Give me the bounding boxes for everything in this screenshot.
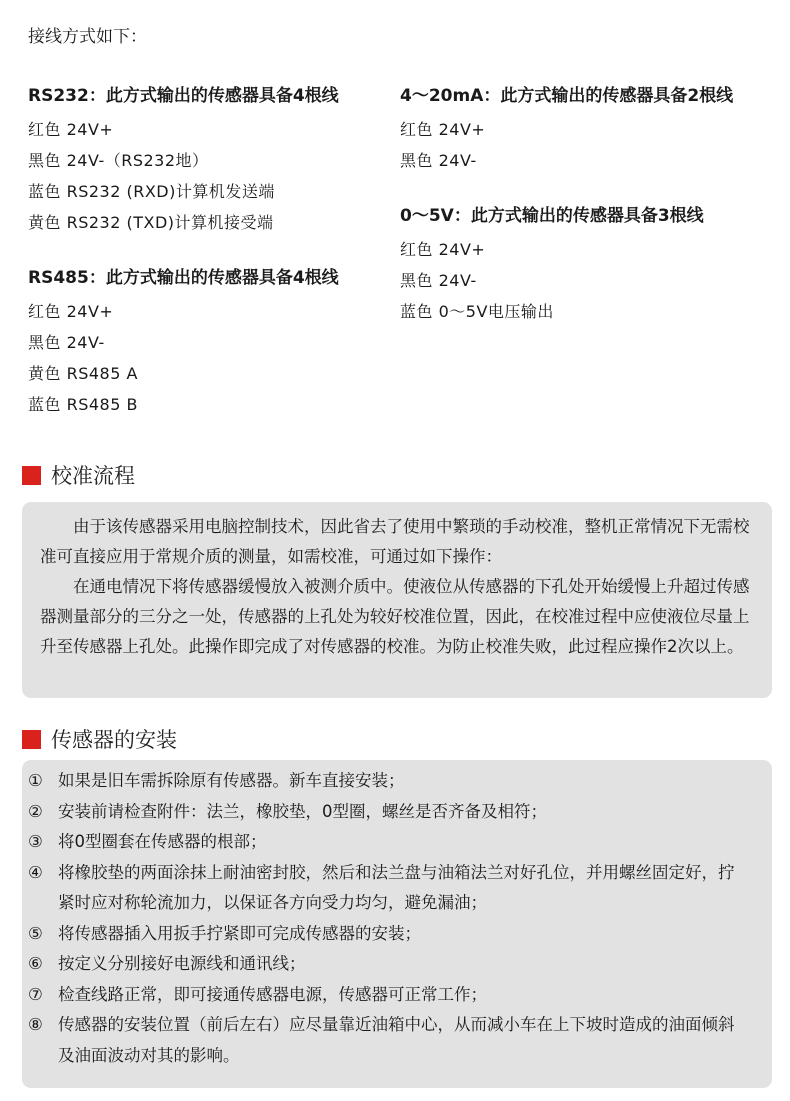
installation-heading-text: 传感器的安装 <box>51 728 177 752</box>
rs485-title-text: ：此方式输出的传感器具备4根线 <box>88 268 339 288</box>
installation-step <box>28 919 772 950</box>
calibration-paragraph: 由于该传感器采用电脑控制技术，因此省去了使用中繁琐的手动校准，整机正常情况下无需校准可直接应用于常规介质的测量，如需校准，可通过如下操作： <box>40 517 750 566</box>
step-number: ⑥ <box>28 954 43 973</box>
v5-title-text: ：此方式输出的传感器具备3根线 <box>453 206 704 226</box>
step-text: 按定义分别接好电源线和通讯线； <box>58 954 306 973</box>
step-text: 传感器的安装位置（前后左右）应尽量靠近油箱中心，从而减小车在上下坡时造成的油面倾斜及油面波动对其的影响。 <box>58 1015 735 1065</box>
rs232-lead: RS232 <box>28 86 89 106</box>
step-number: ① <box>28 771 43 790</box>
rs232-group <box>28 84 339 242</box>
v5-group <box>400 204 733 331</box>
rs485-group <box>28 266 339 424</box>
v5-line: 红色 24V+ <box>400 240 486 259</box>
red-square-icon <box>22 730 41 749</box>
ma-line: 黑色 24V- <box>400 151 477 170</box>
rs232-line: 黄色 RS232 (TXD)计算机接受端 <box>28 213 274 232</box>
rs232-line: 蓝色 RS232 (RXD)计算机发送端 <box>28 182 275 201</box>
wiring-left-column <box>28 84 339 448</box>
rs232-line: 红色 24V+ <box>28 120 114 139</box>
ma-title <box>400 84 733 118</box>
ma-lead: 4～20mA <box>400 86 484 106</box>
installation-step <box>28 858 772 919</box>
calibration-paragraph: 在通电情况下将传感器缓慢放入被测介质中。使液位从传感器的下孔处开始缓慢上升超过传感器测量部分的三分之一处，传感器的上孔处为较好校准位置，因此，在校准过程中应使液位尽量上升至传感器上孔处。此操作即完成了对传感器的校准。为防止校准失败，此过程应操作2次以上。 <box>40 577 750 656</box>
installation-step <box>28 797 772 828</box>
step-number: ⑤ <box>28 923 43 943</box>
step-number: ⑧ <box>28 1015 43 1034</box>
calibration-panel <box>22 502 772 698</box>
v5-lead: 0～5V <box>400 206 454 226</box>
step-text: 如果是旧车需拆除原有传感器。新车直接安装； <box>58 771 405 790</box>
step-number: ⑦ <box>28 984 43 1004</box>
installation-step <box>28 980 772 1011</box>
v5-line: 黑色 24V- <box>400 271 477 290</box>
installation-step <box>28 1010 772 1071</box>
calibration-heading <box>22 460 135 490</box>
ma-title-text: ：此方式输出的传感器具备2根线 <box>483 86 734 106</box>
rs485-title <box>28 266 339 300</box>
step-text: 安装前请检查附件：法兰，橡胶垫，0型圈，螺丝是否齐备及相符； <box>58 801 547 821</box>
v5-line: 蓝色 0～5V电压输出 <box>400 302 554 321</box>
rs485-line: 蓝色 RS485 B <box>28 395 138 414</box>
ma-line: 红色 24V+ <box>400 120 486 139</box>
step-number: ④ <box>28 862 43 882</box>
installation-step <box>28 949 772 980</box>
v5-title <box>400 204 733 238</box>
calibration-heading-text: 校准流程 <box>51 464 135 488</box>
step-text: 将0型圈套在传感器的根部； <box>58 832 267 851</box>
installation-step <box>28 766 772 797</box>
rs232-title-text: ：此方式输出的传感器具备4根线 <box>88 86 339 106</box>
step-text: 将橡胶垫的两面涂抹上耐油密封胶，然后和法兰盘与油箱法兰对好孔位，并用螺丝固定好，拧紧时应对称轮流加力，以保证各方向受力均匀，避免漏油； <box>58 862 735 912</box>
rs485-lead: RS485 <box>28 268 89 288</box>
installation-heading <box>22 724 177 754</box>
step-number: ② <box>28 801 43 821</box>
rs485-line: 黑色 24V- <box>28 333 105 352</box>
rs485-line: 黄色 RS485 A <box>28 364 138 383</box>
step-text: 检查线路正常，即可接通传感器电源，传感器可正常工作； <box>58 984 487 1004</box>
rs232-title <box>28 84 339 118</box>
installation-step <box>28 827 772 858</box>
step-number: ③ <box>28 832 43 851</box>
ma-group <box>400 84 733 180</box>
step-text: 将传感器插入用扳手拧紧即可完成传感器的安装； <box>58 923 421 943</box>
rs485-line: 红色 24V+ <box>28 302 114 321</box>
red-square-icon <box>22 466 41 485</box>
rs232-line: 黑色 24V-（RS232地） <box>28 151 209 170</box>
intro-text: 接线方式如下： <box>28 27 147 47</box>
wiring-right-column <box>400 84 733 355</box>
installation-panel <box>22 760 772 1088</box>
